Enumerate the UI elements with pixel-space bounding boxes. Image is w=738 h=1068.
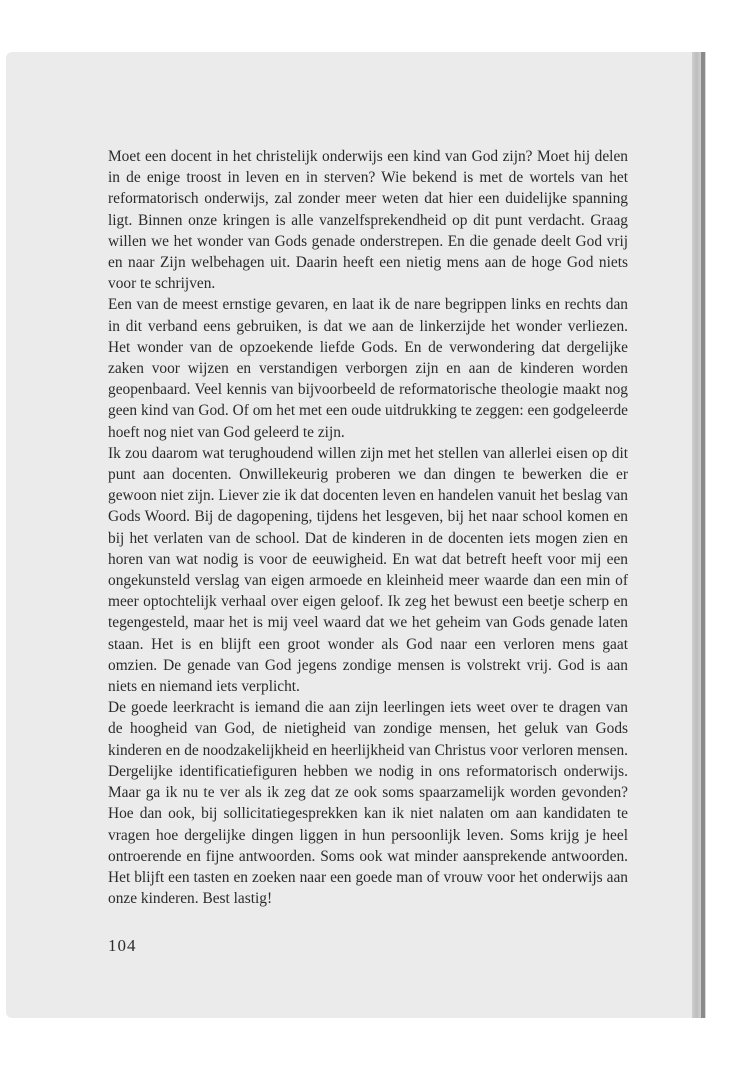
paragraph-2: Een van de meest ernstige gevaren, en laat ik de nare begrippen links en rechts dan in dit verband eens gebruiken, is dat we aan de linkerzijde het wonder verliezen. Het wonder van de opzoekende liefde Gods. En de verwondering dat dergelijke zaken voor wijzen en verstandigen verborgen zijn en aan de kinderen worden geopenbaard. Veel kennis van bijvoorbeeld de reformatorische theologie maakt nog geen kind van God. Of om het met een oude uitdrukking te zeggen: een godgeleerde hoeft nog niet van God geleerd te zijn. (108, 296, 628, 441)
book-spine (692, 52, 701, 1018)
paragraph-3: Ik zou daarom wat terughoudend willen zijn met het stellen van allerlei eisen op dit punt aan docenten. Onwillekeurig proberen we dan dingen te bewerken die er gewoon niet zijn. Liever zie ik dat docenten leven en handelen vanuit het beslag van Gods Woord. Bij de dagopening, tijdens het lesgeven, bij het naar school komen en bij het verlaten van de school. Dat de kinderen in de docenten iets mogen zien en horen van wat nodig is voor de eeuwigheid. En wat dat betreft heeft voor mij een ongekunsteld verslag van eigen armoede en kleinheid meer waarde dan een min of meer optochtelijk verhaal over eigen geloof. Ik zeg het bewust een beetje scherp en tegengesteld, maar het is mij veel waard dat we het geheim van Gods genade laten staan. Het is en blijft een groot wonder als God naar een verloren mens gaat omzien. De genade van God jegens zondige mensen is volstrekt vrij. God is aan niets en niemand iets verplicht. (108, 444, 628, 696)
paragraph-1: Moet een docent in het christelijk onderwijs een kind van God zijn? Moet hij delen in de enige troost in leven en in sterven? Wie bekend is met de wortels van het reformatorisch onderwijs, zal zonder meer weten dat hier een duidelijke spanning ligt. Binnen onze kringen is alle vanzelfsprekendheid op dit punt verdacht. Graag willen we het wonder van Gods genade onderstrepen. En die genade deelt God vrij en naar Zijn welbehagen uit. Daarin heeft een nietig mens aan de hoge God niets voor te schrijven. (108, 148, 628, 293)
page-number: 104 (108, 936, 137, 955)
paragraph-4: De goede leerkracht is iemand die aan zijn leerlingen iets weet over te dragen van de hoogheid van God, de nietigheid van zondige mensen, het geluk van Gods kinderen en de noodzakelijkheid en heerlijkheid van Christus voor verloren mensen. Dergelijke identificatiefiguren hebben we nodig in ons reformatorisch onderwijs. Maar ga ik nu te ver als ik zeg dat ze ook soms spaarzamelijk worden gevonden? Hoe dan ook, bij sollicitatiegesprekken kan ik niet nalaten om aan kandidaten te vragen hoe dergelijke dingen liggen in hun persoonlijk leven. Soms krijg je heel ontroerende en fijne antwoorden. Soms ook wat minder aansprekende antwoorden. Het blijft een tasten en zoeken naar een goede man of vrouw voor het onderwijs aan onze kinderen. Best lastig! (108, 699, 628, 908)
body-text (108, 146, 628, 909)
page-edge (705, 52, 706, 1018)
